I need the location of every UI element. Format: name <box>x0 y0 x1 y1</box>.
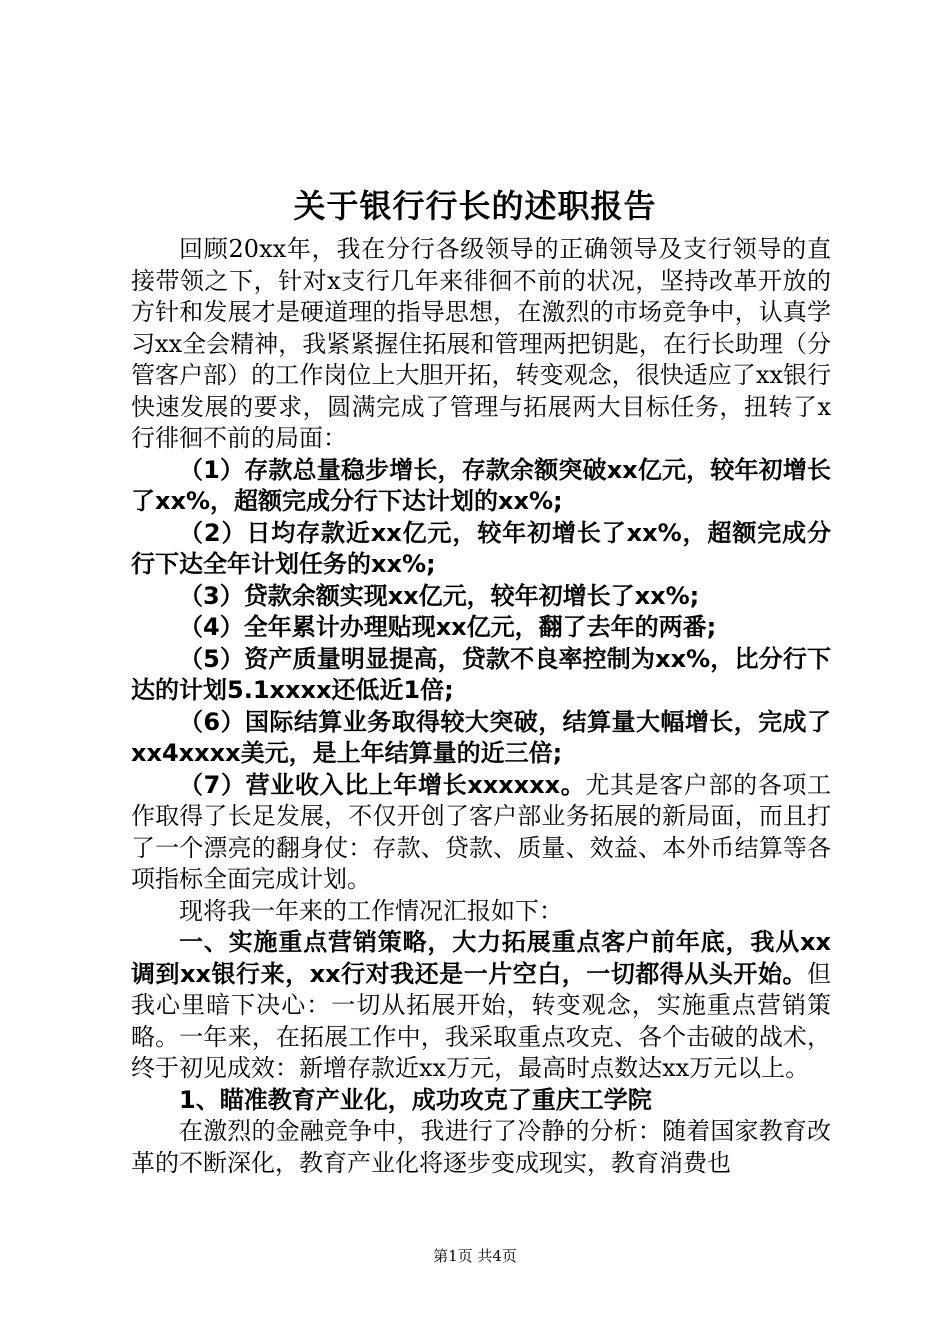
paragraph-bold-text: （1）存款总量稳步增长，存款余额突破xx亿元，较年初增长了xx%，超额完成分行下达计划的xx%; <box>131 455 831 515</box>
paragraph-analysis <box>131 1116 831 1179</box>
paragraph-item-5 <box>131 644 831 707</box>
paragraph-item-4 <box>131 612 831 644</box>
paragraph-text: 在激烈的金融竞争中，我进行了冷静的分析：随着国家教育改革的不断深化，教育产业化将逐步变成现实，教育消费也 <box>131 1117 831 1177</box>
paragraph-item-7 <box>131 770 831 896</box>
page-footer: 第1页 共4页 <box>433 1247 517 1265</box>
paragraph-report-intro <box>131 896 831 928</box>
paragraph-bold-text: （3）贷款余额实现xx亿元，较年初增长了xx%; <box>179 581 700 610</box>
paragraph-intro <box>131 234 831 455</box>
paragraph-text: 现将我一年来的工作情况汇报如下： <box>179 896 563 925</box>
paragraph-text: 尤其是客户部的各项工作取得了长足发展，不仅开创了客户部业务拓展的新局面，而且打了一个漂亮的翻身仗：存款、贷款、质量、效益、本外币结算等各项指标全面完成计划。 <box>131 770 831 893</box>
paragraph-section-1 <box>131 927 831 1085</box>
paragraph-item-6 <box>131 707 831 770</box>
subsection-heading: 1、瞄准教育产业化，成功攻克了重庆工学院 <box>179 1085 652 1114</box>
paragraph-text: 但我心里暗下决心：一切从拓展开始，转变观念，实施重点营销策略。一年来，在拓展工作中，我采取重点攻克、各个击破的战术，终于初见成效：新增存款近xx万元，最高时点数达xx万元以上。 <box>131 959 831 1082</box>
paragraph-item-3 <box>131 581 831 613</box>
document-title: 关于银行行长的述职报告 <box>293 187 657 225</box>
paragraph-text: 回顾20xx年，我在分行各级领导的正确领导及支行领导的直接带领之下，针对x支行几年来徘徊不前的状况，坚持改革开放的方针和发展才是硬道理的指导思想，在激烈的市场竞争中，认真学习xx全会精神，我紧紧握住拓展和管理两把钥匙，在行长助理（分管客户部）的工作岗位上大胆开拓，转变观念，很快适应了xx银行快速发展的要求，圆满完成了管理与拓展两大目标任务，扭转了x行徘徊不前的局面： <box>131 235 831 452</box>
paragraph-bold-text: （5）资产质量明显提高，贷款不良率控制为xx%，比分行下达的计划5.1xxxx还低近1倍; <box>131 644 831 704</box>
document-body <box>131 234 831 1179</box>
paragraph-item-1 <box>131 455 831 518</box>
paragraph-subsection-1 <box>131 1085 831 1117</box>
paragraph-bold-text: （2）日均存款近xx亿元，较年初增长了xx%，超额完成分行下达全年计划任务的xx%; <box>131 518 831 578</box>
paragraph-bold-text: （7）营业收入比上年增长xxxxxx。 <box>179 770 586 799</box>
section-heading: 一、实施重点营销策略，大力拓展重点客户前年底，我从xx调到xx银行来，xx行对我还是一片空白，一切都得从头开始。 <box>131 928 831 988</box>
paragraph-item-2 <box>131 518 831 581</box>
paragraph-bold-text: （4）全年累计办理贴现xx亿元，翻了去年的两番; <box>179 613 717 641</box>
paragraph-bold-text: （6）国际结算业务取得较大突破，结算量大幅增长，完成了xx4xxxx美元，是上年结算量的近三倍; <box>131 707 831 767</box>
